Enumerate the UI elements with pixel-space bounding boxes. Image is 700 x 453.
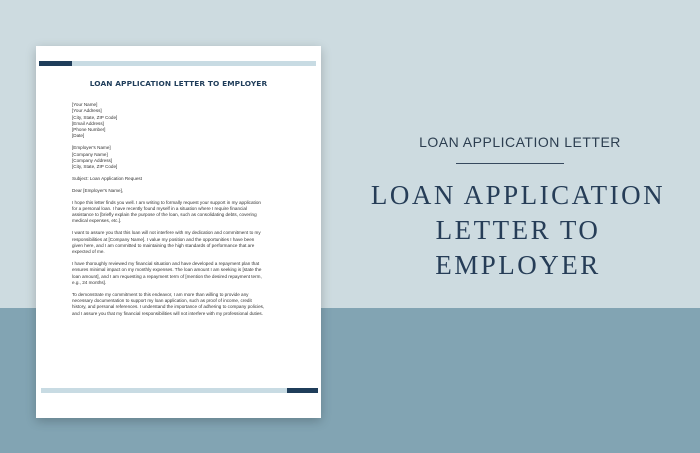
paragraph-line: assistance to [briefly explain the purpose of the loan, such as consolidating debts, covering — [72, 212, 257, 218]
paragraph-line: ensures minimal impact on my monthly expenses. The loan amount I am seeking is [state the — [72, 267, 262, 273]
bottom-accent-bar-dark — [287, 388, 318, 393]
paragraph-line: expected of me. — [72, 249, 105, 255]
paragraph — [72, 200, 304, 225]
subject-line: Subject: Loan Application Request — [72, 175, 142, 181]
paragraph-line: for a personal loan. I have recently found myself in a situation where I require financial — [72, 205, 247, 211]
document-title: LOAN APPLICATION LETTER TO EMPLOYER — [89, 79, 268, 88]
recipient-block — [72, 145, 304, 170]
paragraph-line: and I assure you that my financial responsibilities will not interfere with my professional duties. — [72, 310, 263, 316]
paragraph-line: responsibilities at [Company Name]. I value my position and the opportunities I have been — [72, 236, 255, 242]
main-heading-line: LETTER TO EMPLOYER — [435, 215, 601, 280]
top-accent-bar-light — [72, 61, 316, 66]
paragraph-line: I have thoroughly reviewed my financial situation and have developed a repayment plan that — [72, 260, 260, 266]
sender-line: [Your Address] — [72, 108, 102, 114]
bottom-accent-bar-light — [41, 388, 287, 393]
paragraph-line: given here, and I am committed to maintaining the high standards of performance that are — [72, 242, 255, 248]
paragraph-line: loan amount], and I am requesting a repayment term of [mention the desired repayment term, — [72, 273, 262, 279]
recipient-line: [City, State, ZIP Code] — [72, 164, 118, 170]
main-heading — [350, 178, 686, 283]
sender-line: [City, State, ZIP Code] — [72, 114, 118, 120]
sender-line: [Date] — [72, 133, 85, 139]
main-heading-line: LOAN APPLICATION — [370, 180, 666, 210]
letter-document — [36, 46, 321, 418]
paragraph — [72, 261, 304, 286]
recipient-line: [Company Address] — [72, 157, 113, 163]
salutation: Dear [Employer's Name], — [72, 187, 124, 193]
divider-line — [456, 163, 564, 164]
paragraph-line: medical expenses, etc.]. — [72, 218, 122, 224]
paragraph-line: e.g., 24 months]. — [72, 279, 107, 285]
top-accent-bar-dark — [39, 61, 72, 66]
paragraph-line: necessary documentation to support my loan application, such as proof of income, credit — [72, 297, 252, 303]
sender-line: [Your Name] — [72, 102, 98, 107]
paragraph-line: history, and personal references. I understand the importance of adhering to company policies, — [72, 304, 265, 310]
paragraph-line: To demonstrate my commitment to this endeavor, I am more than willing to provide any — [72, 291, 249, 297]
recipient-line: [Company Name] — [72, 151, 108, 157]
paragraph-line: I hope this letter finds you well. I am writing to formally request your support in my application — [72, 199, 261, 205]
paragraph-line: I want to assure you that this loan will not interfere with my dedication and commitment to my — [72, 230, 261, 236]
kicker-text: LOAN APPLICATION LETTER — [419, 134, 621, 150]
paragraph — [72, 292, 304, 317]
sender-block — [72, 102, 304, 140]
sender-line: [Phone Number] — [72, 127, 106, 133]
paragraph — [72, 230, 304, 255]
letter-body — [72, 102, 304, 322]
recipient-line: [Employer's Name] — [72, 145, 111, 151]
sender-line: [Email Address] — [72, 120, 104, 126]
